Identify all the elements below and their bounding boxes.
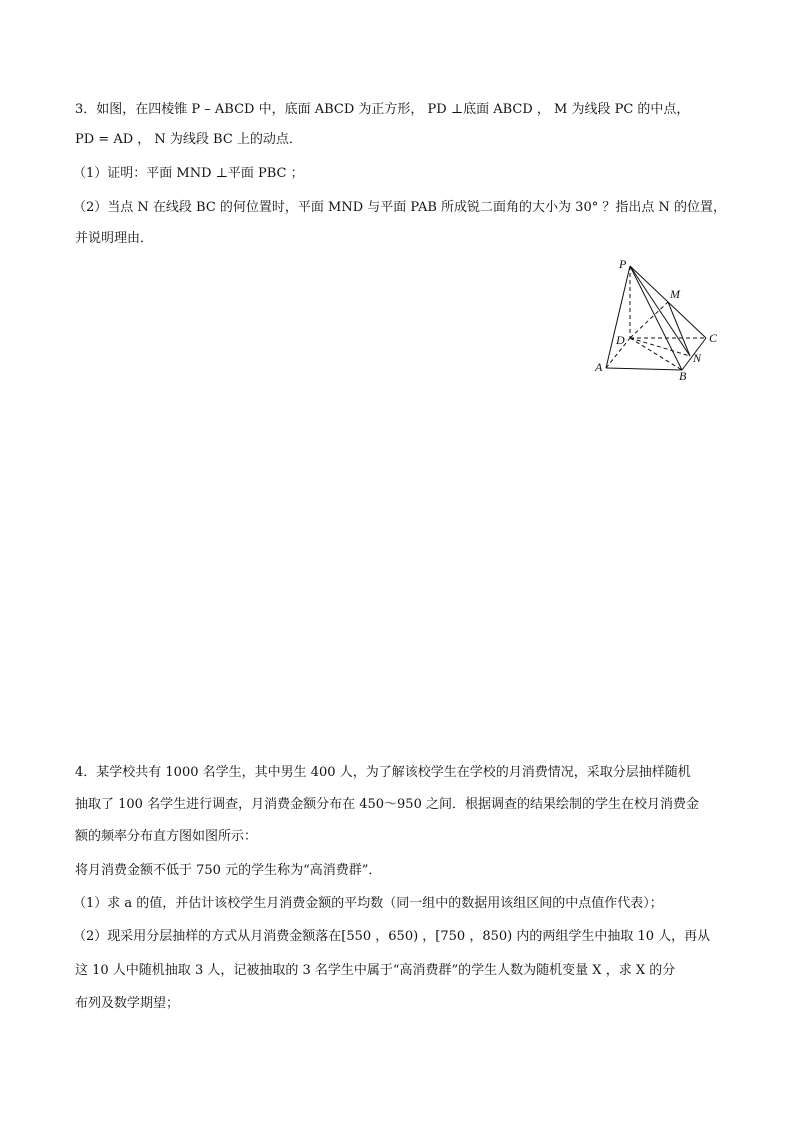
q4-part-2-line-2: 这 10 人中随机抽取 3 人，记被抽取的 3 名学生中属于“高消费群”的学生人数为随机变量 X ，求 X 的分 [75,963,676,978]
pyramid-figure [588,252,728,382]
q4-stem-line-1: 4．某学校共有 1000 名学生，其中男生 400 人，为了解该校学生在学校的月消费情况，采取分层抽样随机 [75,765,691,780]
label-P: P [619,257,627,271]
q4-part-1: （1）求 a 的值，并估计该校学生月消费金额的平均数（同一组中的数据用该组区间的中点值作代表）； [73,896,663,911]
q4-part-2-line-1: （2）现采用分层抽样的方式从月消费金额落在[550 ，650) ，[750 ，850) 内的两组学生中抽取 10 人，再从 [73,929,711,944]
label-D: D [616,333,625,347]
edge-PN [630,266,690,356]
label-M: M [670,287,680,301]
label-B: B [679,369,687,382]
q4-stem-line-2: 抽取了 100 名学生进行调查，月消费金额分布在 450～950 之间．根据调查的结果绘制的学生在校月消费金 [75,797,699,812]
q3-part-2-line-2: 并说明理由． [75,231,154,246]
q4-part-2-line-3: 布列及数学期望； [75,996,180,1011]
label-N: N [693,351,702,365]
label-C: C [709,331,718,345]
edge-AB [606,368,682,370]
q3-part-2-line-1: （2）当点 N 在线段 BC 的何位置时，平面 MND 与平面 PAB 所成锐二面角的大小为 30° ？指出点 N 的位置， [73,200,726,215]
segment-DN [630,338,690,356]
q4-stem-line-3: 额的频率分布直方图如图所示： [75,829,258,844]
edge-PA [606,266,630,368]
label-A: A [595,360,603,374]
q3-part-1: （1）证明：平面 MND ⊥平面 PBC ； [73,166,304,181]
q4-stem-line-4: 将月消费金额不低于 750 元的学生称为“高消费群”． [75,863,382,878]
q3-stem-line-2: PD = AD ， N 为线段 BC 上的动点． [75,132,302,147]
segment-DM [630,302,668,338]
q3-stem-line-1: 3．如图，在四棱锥 P – ABCD 中，底面 ABCD 为正方形， PD ⊥底面 ABCD ， M 为线段 PC 的中点， [75,102,690,117]
